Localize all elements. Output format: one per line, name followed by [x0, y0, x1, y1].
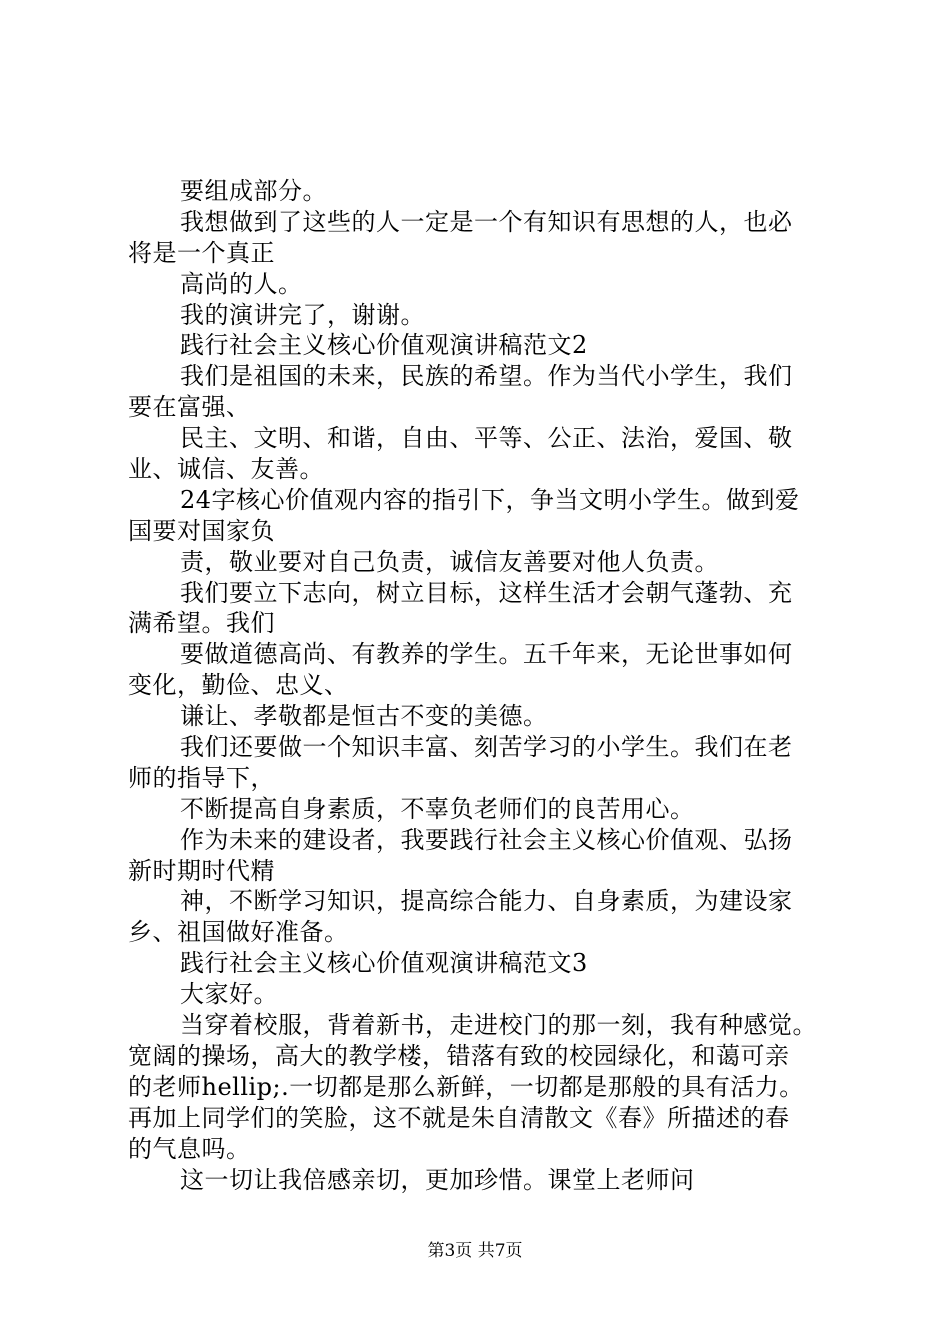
- text-line: 大家好。: [180, 980, 278, 1009]
- text-line: 再加上同学们的笑脸，这不就是朱自清散文《春》所描述的春: [128, 1103, 790, 1132]
- text-line: 我的演讲完了，谢谢。: [180, 300, 425, 329]
- text-line: 满希望。我们: [128, 609, 275, 638]
- text-line: 高尚的人。: [180, 269, 303, 298]
- text-line: 神，不断学习知识，提高综合能力、自身素质，为建设家: [180, 887, 793, 916]
- text-line: 要做道德高尚、有教养的学生。五千年来，无论世事如何: [180, 640, 793, 669]
- text-line: 践行社会主义核心价值观演讲稿范文3: [180, 949, 588, 978]
- text-line: 业、诚信、友善。: [128, 455, 324, 484]
- page-footer: 第3页 共7页: [427, 1241, 523, 1261]
- text-line: 将是一个真正: [128, 238, 275, 267]
- text-line: 作为未来的建设者，我要践行社会主义核心价值观、弘扬: [180, 825, 793, 854]
- text-line: 的老师hellip;.一切都是那么新鲜，一切都是那般的具有活力。: [128, 1072, 804, 1101]
- text-line: 要组成部分。: [180, 177, 327, 205]
- text-line: 我们是祖国的未来，民族的希望。作为当代小学生，我们: [180, 362, 793, 391]
- text-line: 师的指导下，: [128, 763, 275, 792]
- text-line: 民主、文明、和谐，自由、平等、公正、法治，爱国、敬: [180, 424, 793, 453]
- text-line: 24字核心价值观内容的指引下，争当文明小学生。做到爱: [180, 485, 800, 514]
- text-line: 新时期时代精: [128, 856, 275, 885]
- text-line: 的气息吗。: [128, 1134, 251, 1163]
- text-line: 责，敬业要对自己负责，诚信友善要对他人负责。: [180, 547, 719, 576]
- text-line: 要在富强、: [128, 393, 251, 422]
- text-line: 我们要立下志向，树立目标，这样生活才会朝气蓬勃、充: [180, 578, 793, 607]
- text-line: 这一切让我倍感亲切，更加珍惜。课堂上老师问: [180, 1165, 695, 1194]
- text-line: 谦让、孝敬都是恒古不变的美德。: [180, 702, 548, 731]
- text-line: 变化，勤俭、忠义、: [128, 671, 349, 700]
- text-line: 不断提高自身素质，不辜负老师们的良苦用心。: [180, 794, 695, 823]
- text-line: 国要对国家负: [128, 516, 275, 545]
- text-line: 宽阔的操场，高大的教学楼，错落有致的校园绿化，和蔼可亲: [128, 1041, 790, 1070]
- text-line: 乡、祖国做好准备。: [128, 918, 349, 947]
- text-line: 我们还要做一个知识丰富、刻苦学习的小学生。我们在老: [180, 733, 793, 762]
- text-line: 当穿着校服，背着新书，走进校门的那一刻，我有种感觉。: [180, 1011, 817, 1040]
- document-body: [128, 176, 868, 1195]
- text-line: 我想做到了这些的人一定是一个有知识有思想的人，也必: [180, 207, 793, 236]
- text-line: 践行社会主义核心价值观演讲稿范文2: [180, 331, 588, 360]
